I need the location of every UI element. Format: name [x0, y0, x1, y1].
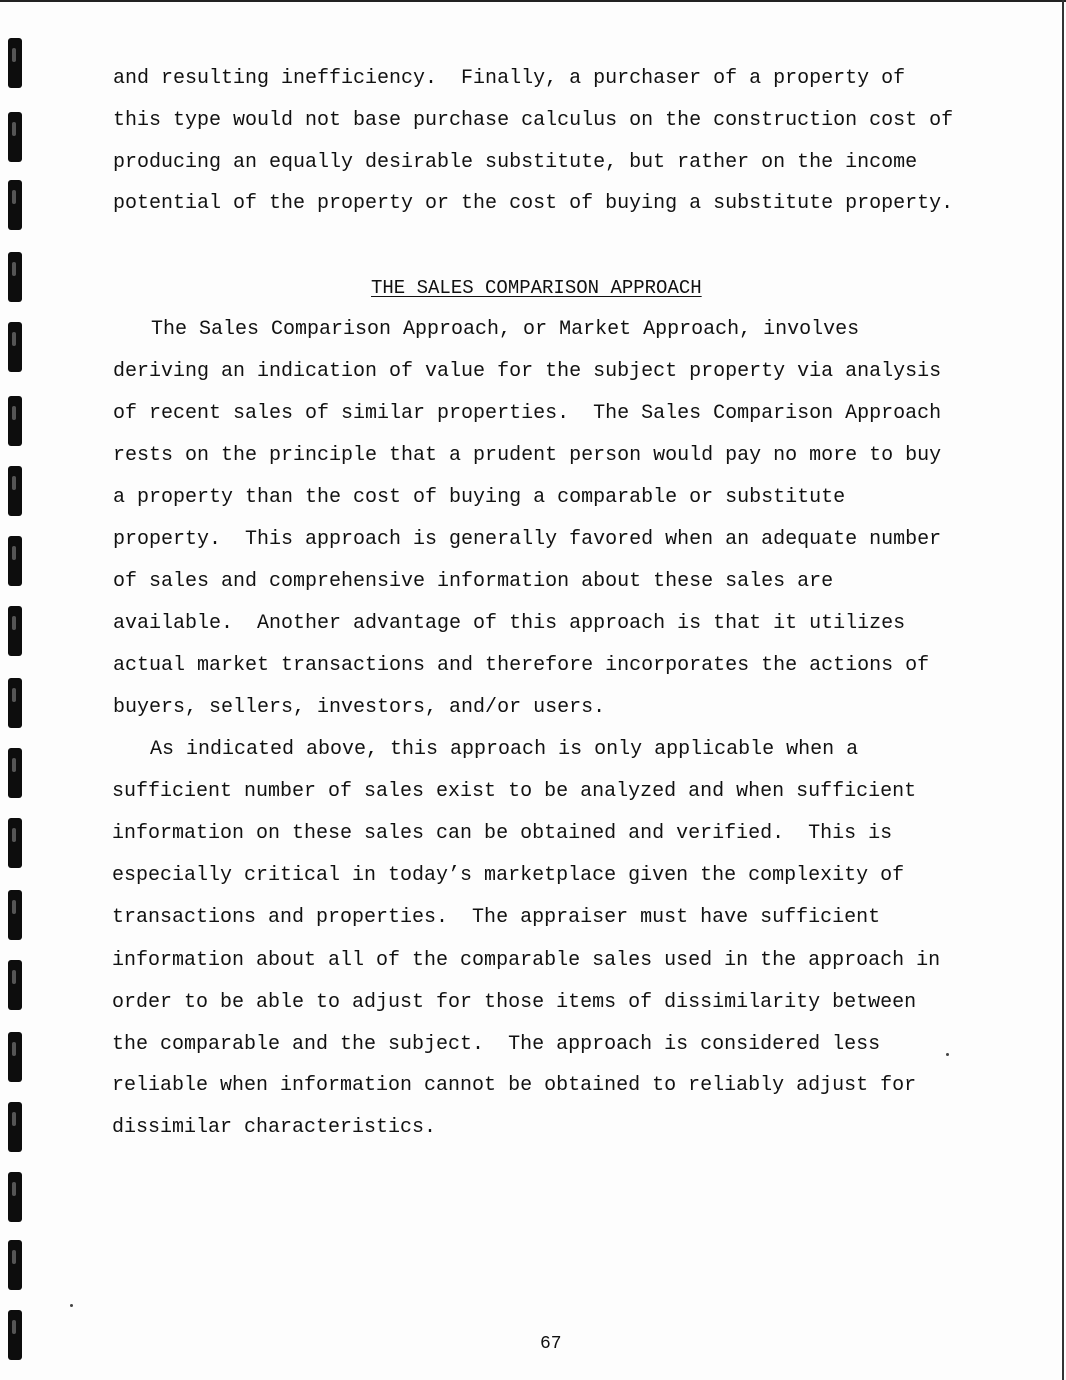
paragraph-2-line: order to be able to adjust for those items of dissimilarity between — [112, 991, 917, 1014]
paragraph-2-line: the comparable and the subject. The approach is considered less — [112, 1033, 881, 1056]
paragraph-1-line: The Sales Comparison Approach, or Market Approach, involves — [151, 318, 860, 341]
body-text-line: potential of the property or the cost of buying a substitute property. — [113, 192, 954, 215]
binding-hole — [8, 1102, 22, 1152]
binding-hole — [8, 536, 22, 586]
binding-hole — [8, 890, 22, 940]
binding-hole — [8, 466, 22, 516]
binding-hole — [8, 252, 22, 302]
binding-hole — [8, 1032, 22, 1082]
scan-speck — [946, 1053, 949, 1056]
paragraph-2-line: reliable when information cannot be obtained to reliably adjust for — [112, 1074, 917, 1097]
page-top-edge — [0, 0, 1066, 2]
paragraph-1-line: available. Another advantage of this approach is that it utilizes — [113, 612, 906, 635]
paragraph-2-line: transactions and properties. The appraiser must have sufficient — [112, 906, 881, 929]
binding-hole — [8, 606, 22, 656]
paragraph-1-line: property. This approach is generally favored when an adequate number — [113, 528, 942, 551]
binding-hole — [8, 1172, 22, 1222]
paragraph-1-line: buyers, sellers, investors, and/or users. — [113, 696, 606, 719]
paragraph-2-line: As indicated above, this approach is only applicable when a — [150, 738, 859, 761]
binding-hole — [8, 112, 22, 162]
paragraph-1-line: a property than the cost of buying a comparable or substitute — [113, 486, 846, 509]
binding-hole — [8, 960, 22, 1010]
binding-hole — [8, 748, 22, 798]
paragraph-1-line: actual market transactions and therefore incorporates the actions of — [113, 654, 930, 677]
binding-hole — [8, 180, 22, 230]
page-number: 67 — [540, 1334, 562, 1354]
binding-hole — [8, 1310, 22, 1360]
binding-hole — [8, 678, 22, 728]
body-text-line: and resulting inefficiency. Finally, a purchaser of a property of — [113, 67, 906, 90]
body-text-line: this type would not base purchase calculus on the construction cost of — [113, 109, 954, 132]
paragraph-2-line: especially critical in today’s marketplace given the complexity of — [112, 864, 905, 887]
paragraph-2-line: dissimilar characteristics. — [112, 1116, 437, 1139]
binding-hole — [8, 1240, 22, 1290]
body-text-line: producing an equally desirable substitute, but rather on the income — [113, 151, 918, 174]
page-right-edge — [1062, 0, 1064, 1380]
binding-hole — [8, 38, 22, 88]
paragraph-2-line: information about all of the comparable sales used in the approach in — [112, 949, 941, 972]
binding-hole — [8, 818, 22, 868]
scan-speck — [70, 1304, 73, 1307]
paragraph-1-line: deriving an indication of value for the subject property via analysis — [113, 360, 942, 383]
paragraph-2-line: information on these sales can be obtained and verified. This is — [112, 822, 893, 845]
binding-hole — [8, 396, 22, 446]
paragraph-1-line: of sales and comprehensive information about these sales are — [113, 570, 834, 593]
section-heading: THE SALES COMPARISON APPROACH — [371, 277, 702, 299]
paragraph-2-line: sufficient number of sales exist to be analyzed and when sufficient — [112, 780, 917, 803]
paragraph-1-line: rests on the principle that a prudent person would pay no more to buy — [113, 444, 942, 467]
binding-hole — [8, 322, 22, 372]
paragraph-1-line: of recent sales of similar properties. The Sales Comparison Approach — [113, 402, 942, 425]
